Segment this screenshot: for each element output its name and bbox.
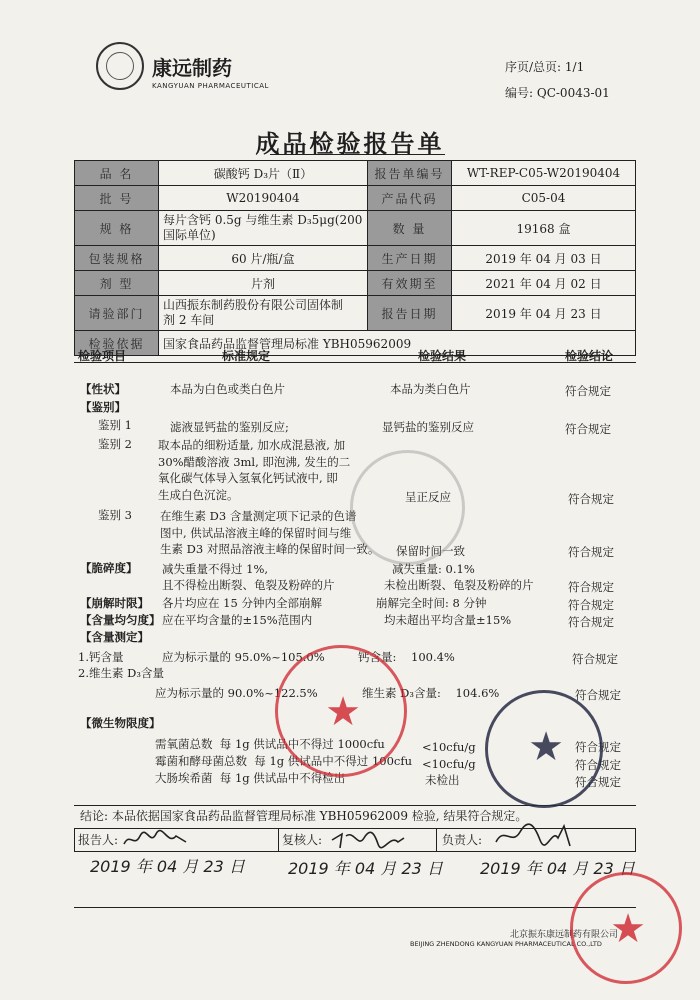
corner-red-seal-stamp — [570, 872, 682, 984]
seal-star-icon: ★ — [325, 689, 361, 735]
reviewer-date: 2019 年 04 月 23 日 — [288, 859, 443, 878]
title-underline — [270, 154, 445, 155]
code-value: C05-04 — [452, 186, 636, 211]
row-friability-result: 减失重量: 0.1% — [392, 562, 475, 576]
basis-label: 检验依据 — [75, 331, 159, 356]
sig-divider-1 — [278, 828, 279, 852]
dept-value: 山西振东制药股份有限公司固体制 剂 2 车间 — [159, 296, 368, 331]
blue-seal-stamp — [485, 690, 603, 808]
row-friability-std: 减失重量不得过 1%, — [162, 562, 269, 576]
row-calcium-std: 应为标示量的 95.0%~105.0% — [162, 650, 325, 664]
row-calcium-item: 1.钙含量 — [78, 650, 124, 664]
row-friability-conclusion: 符合规定 — [568, 580, 614, 594]
sig-divider-2 — [436, 828, 437, 852]
qty-value: 19168 盒 — [452, 211, 636, 246]
row-calcium-conclusion: 符合规定 — [572, 652, 618, 666]
seal-star-icon: ★ — [610, 906, 646, 952]
company-name: 康远制药 — [152, 56, 232, 80]
row-id3-result: 保留时间一致 — [396, 544, 465, 558]
qty-label: 数 量 — [368, 211, 452, 246]
prod-date-value: 2019 年 04 月 03 日 — [452, 246, 636, 271]
pack-label: 包装规格 — [75, 246, 159, 271]
expiry-label: 有效期至 — [368, 271, 452, 296]
report-no-label: 报告单编号 — [368, 161, 452, 186]
row-appearance-conclusion: 符合规定 — [565, 384, 611, 398]
row-id3-conclusion: 符合规定 — [568, 545, 614, 559]
company-logo — [96, 42, 144, 90]
row-identification-item: 【鉴别】 — [80, 400, 126, 414]
reviewer-signature — [328, 828, 408, 852]
row-disintegration-item: 【崩解时限】 — [80, 596, 149, 610]
row-vitd3-item: 2.维生素 D₃含量 — [78, 666, 164, 680]
row-id1-std: 滤液显钙盐的鉴别反应; — [170, 420, 289, 434]
row-uniformity-result: 均未超出平均含量±15% — [384, 613, 512, 627]
spec-label: 规 格 — [75, 211, 159, 246]
reviewer-label: 复核人: — [282, 833, 323, 847]
pack-value: 60 片/瓶/盒 — [159, 246, 368, 271]
row-id2-item: 鉴别 2 — [98, 437, 132, 451]
product-value: 碳酸钙 D₃片（Ⅱ） — [159, 161, 368, 186]
row-appearance-item: 【性状】 — [80, 382, 126, 396]
row-disintegration-conclusion: 符合规定 — [568, 598, 614, 612]
row-calcium-result: 钙含量: 100.4% — [358, 650, 455, 664]
row-aerobic-std: 需氧菌总数 每 1g 供试品中不得过 1000cfu — [155, 737, 385, 751]
col-divider — [74, 362, 636, 363]
col-result: 检验结果 — [418, 349, 467, 363]
row-id2-result: 呈正反应 — [405, 490, 451, 504]
dept-label: 请验部门 — [75, 296, 159, 331]
row-appearance-result: 本品为类白色片 — [390, 382, 471, 396]
row-friability-result-2: 未检出断裂、龟裂及粉碎的片 — [384, 578, 534, 592]
reporter-label: 报告人: — [78, 833, 119, 847]
col-conclusion: 检验结论 — [565, 349, 614, 363]
row-id1-item: 鉴别 1 — [98, 418, 132, 432]
row-microbial-item: 【微生物限度】 — [80, 716, 161, 730]
row-id3-item: 鉴别 3 — [98, 508, 132, 522]
row-id3-std: 在维生素 D3 含量测定项下记录的色谱 图中, 供试品溶液主峰的保留时间与维 生素 D3 对照品溶液主峰的保留时间一致。 — [160, 509, 380, 556]
product-info-table — [74, 160, 636, 356]
row-ecoli-std: 大肠埃希菌 每 1g 供试品中不得检出 — [155, 771, 346, 785]
prod-date-label: 生产日期 — [368, 246, 452, 271]
principal-label: 负责人: — [442, 833, 483, 847]
col-standard: 标准规定 — [222, 349, 271, 363]
company-name-en: KANGYUAN PHARMACEUTICAL — [152, 82, 269, 90]
row-ecoli-result: 未检出 — [425, 773, 460, 787]
report-no-value: WT-REP-C05-W20190404 — [452, 161, 636, 186]
row-assay-item: 【含量测定】 — [80, 630, 149, 644]
product-label: 品 名 — [75, 161, 159, 186]
row-mold-result: <10cfu/g — [422, 757, 476, 771]
footer-divider — [74, 907, 636, 908]
row-id2-std: 取本品的细粉适量, 加水成混悬液, 加 30%醋酸溶液 3ml, 即泡沸, 发生的二 氧化碳气体导入氢氧化钙试液中, 即 生成白色沉淀。 — [158, 438, 351, 502]
row-friability-std-2: 且不得检出断裂、龟裂及粉碎的片 — [162, 578, 335, 592]
row-disintegration-result: 崩解完全时间: 8 分钟 — [376, 596, 487, 610]
red-seal-stamp — [275, 645, 407, 777]
row-mold-std: 霉菌和酵母菌总数 每 1g 供试品中不得过 100cfu — [155, 754, 413, 768]
row-vitd3-std: 应为标示量的 90.0%~122.5% — [155, 686, 318, 700]
reporter-signature — [120, 828, 190, 852]
seal-star-icon: ★ — [528, 724, 564, 770]
row-uniformity-std: 应在平均含量的±15%范围内 — [162, 613, 313, 627]
faded-seal-stamp — [350, 450, 465, 565]
report-date-value: 2019 年 04 月 23 日 — [452, 296, 636, 331]
row-ecoli-conclusion: 符合规定 — [575, 775, 621, 789]
document-number: 编号: QC-0043-01 — [505, 86, 610, 100]
row-appearance-std: 本品为白色或类白色片 — [170, 382, 285, 396]
row-id1-result: 显钙盐的鉴别反应 — [382, 420, 474, 434]
report-date-label: 报告日期 — [368, 296, 452, 331]
row-id1-conclusion: 符合规定 — [565, 422, 611, 436]
principal-date: 2019 年 04 月 23 日 — [480, 859, 635, 878]
conclusion-text: 结论: 本品依据国家食品药品监督管理局标准 YBH05962009 检验, 结果符合规定。 — [80, 809, 528, 823]
form-label: 剂 型 — [75, 271, 159, 296]
row-mold-conclusion: 符合规定 — [575, 758, 621, 772]
row-disintegration-std: 各片均应在 15 分钟内全部崩解 — [162, 596, 322, 610]
spec-value: 每片含钙 0.5g 与维生素 D₃5μg(200 国际单位) — [159, 211, 368, 246]
row-uniformity-item: 【含量均匀度】 — [80, 613, 161, 627]
page-info: 序页/总页: 1/1 — [505, 60, 585, 74]
row-id2-conclusion: 符合规定 — [568, 492, 614, 506]
col-item: 检验项目 — [78, 349, 127, 363]
row-aerobic-conclusion: 符合规定 — [575, 740, 621, 754]
report-title: 成品检验报告单 — [255, 130, 445, 158]
expiry-value: 2021 年 04 月 02 日 — [452, 271, 636, 296]
basis-value: 国家食品药品监督管理局标准 YBH05962009 — [159, 331, 636, 356]
batch-value: W20190404 — [159, 186, 368, 211]
principal-signature — [490, 820, 580, 852]
row-uniformity-conclusion: 符合规定 — [568, 615, 614, 629]
row-aerobic-result: <10cfu/g — [422, 740, 476, 754]
form-value: 片剂 — [159, 271, 368, 296]
logo-emblem-icon — [106, 52, 134, 80]
row-vitd3-conclusion: 符合规定 — [575, 688, 621, 702]
code-label: 产品代码 — [368, 186, 452, 211]
batch-label: 批 号 — [75, 186, 159, 211]
row-vitd3-result: 维生素 D₃含量: 104.6% — [362, 686, 500, 700]
footer-company-cn: 北京振东康远制药有限公司 — [510, 930, 619, 940]
footer-company-en: BEIJING ZHENDONG KANGYUAN PHARMACEUTICAL CO.,LTD — [410, 940, 602, 948]
row-friability-item: 【脆碎度】 — [80, 561, 138, 575]
reporter-date: 2019 年 04 月 23 日 — [90, 857, 245, 876]
